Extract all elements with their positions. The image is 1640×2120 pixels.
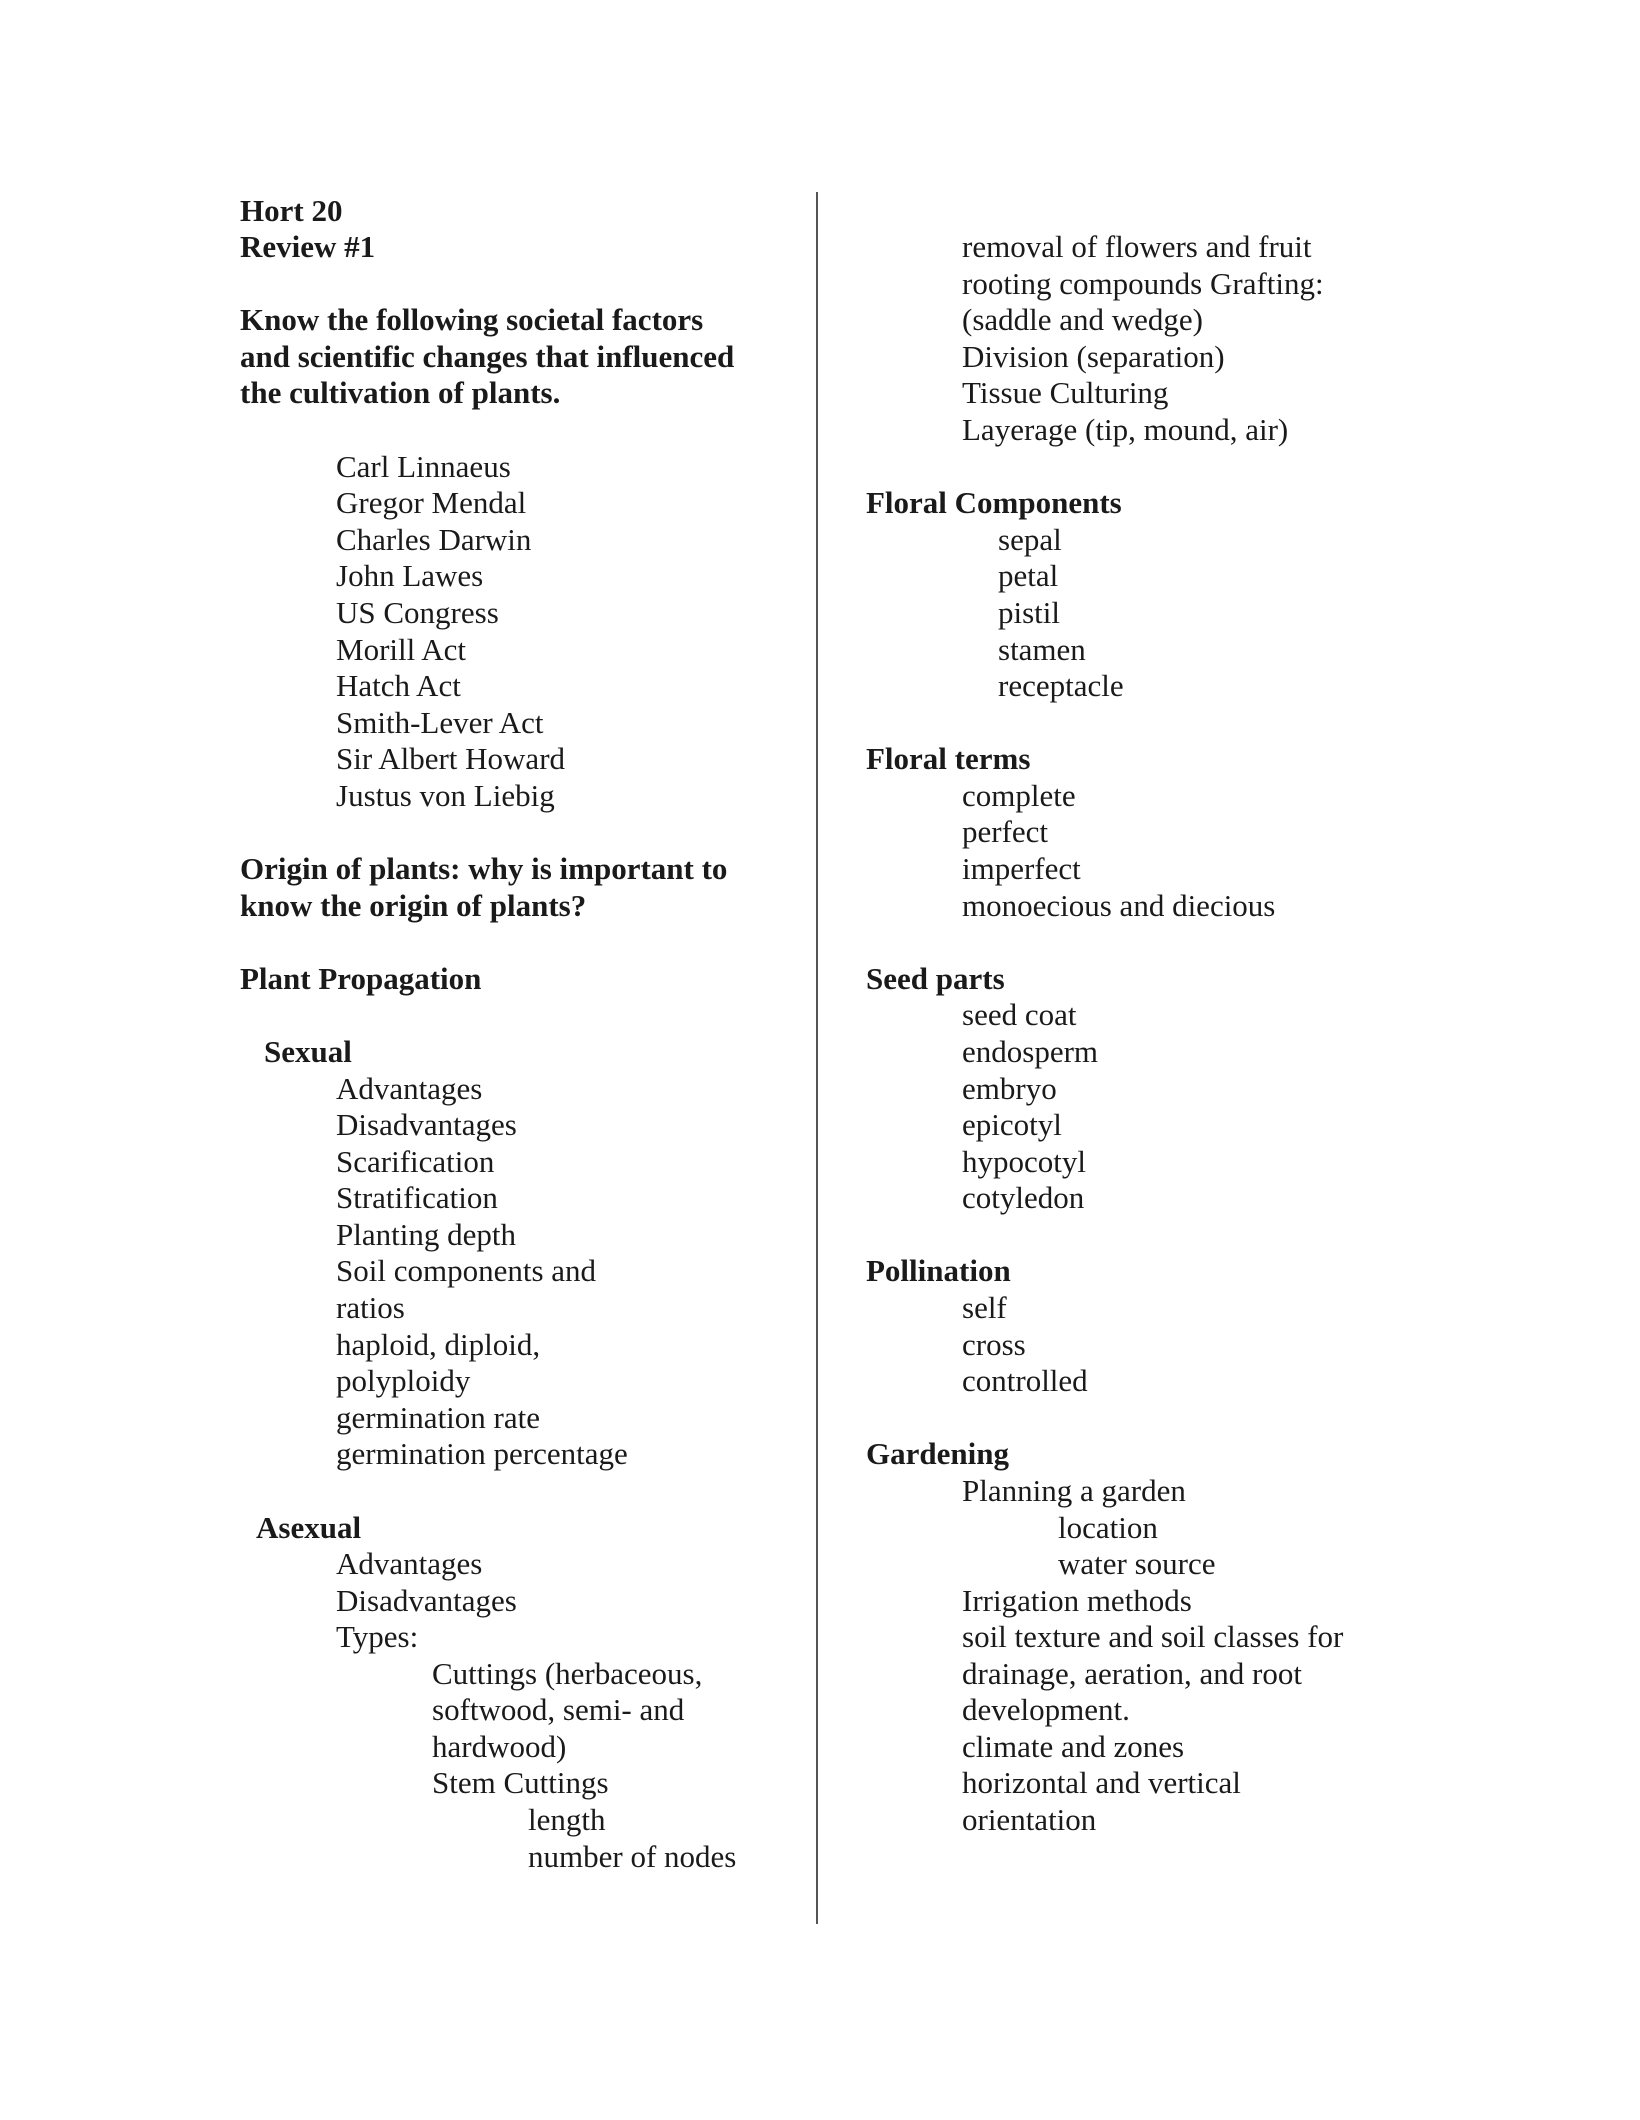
seed-part-item: seed coat	[962, 997, 1077, 1032]
societal-heading-line: and scientific changes that influenced	[240, 339, 735, 374]
types-item: Stem Cuttings	[432, 1765, 609, 1800]
asexual-item: Types:	[336, 1619, 419, 1654]
gardening-item: drainage, aeration, and root	[962, 1656, 1302, 1691]
seed-part-item: cotyledon	[962, 1180, 1085, 1215]
gardening-subitem: water source	[1058, 1546, 1216, 1581]
gardening-subitem: location	[1058, 1510, 1158, 1545]
types-item: hardwood)	[432, 1729, 567, 1764]
origin-heading-line: know the origin of plants?	[240, 888, 587, 923]
sexual-item: germination percentage	[336, 1436, 628, 1471]
stem-cuttings-item: length	[528, 1802, 606, 1837]
propagation-continued-item: Division (separation)	[962, 339, 1225, 374]
floral-term-item: complete	[962, 778, 1076, 813]
propagation-continued-item: rooting compounds Grafting:	[962, 266, 1324, 301]
sexual-item: haploid, diploid,	[336, 1327, 541, 1362]
sexual-item: Disadvantages	[336, 1107, 517, 1142]
floral-component-item: petal	[998, 558, 1059, 593]
person-item: US Congress	[336, 595, 499, 630]
propagation-continued-item: Layerage (tip, mound, air)	[962, 412, 1289, 447]
propagation-continued-item: Tissue Culturing	[962, 375, 1169, 410]
gardening-item: soil texture and soil classes for	[962, 1619, 1344, 1654]
floral-component-item: sepal	[998, 522, 1062, 557]
seed-parts-heading: Seed parts	[866, 961, 1005, 996]
floral-component-item: pistil	[998, 595, 1061, 630]
propagation-continued-item: removal of flowers and fruit	[962, 229, 1312, 264]
sexual-item: Stratification	[336, 1180, 498, 1215]
person-item: Hatch Act	[336, 668, 461, 703]
gardening-item: Irrigation methods	[962, 1583, 1192, 1618]
person-item: Morill Act	[336, 632, 467, 667]
floral-terms-heading: Floral terms	[866, 741, 1031, 776]
seed-part-item: epicotyl	[962, 1107, 1062, 1142]
types-item: Cuttings (herbaceous,	[432, 1656, 703, 1691]
sexual-item: Planting depth	[336, 1217, 516, 1252]
pollination-item: cross	[962, 1327, 1026, 1362]
seed-part-item: embryo	[962, 1071, 1057, 1106]
asexual-item: Disadvantages	[336, 1583, 517, 1618]
column-divider	[816, 192, 818, 1924]
seed-part-item: endosperm	[962, 1034, 1099, 1069]
floral-term-item: monoecious and diecious	[962, 888, 1276, 923]
course-title: Hort 20	[240, 193, 343, 228]
person-item: Justus von Liebig	[336, 778, 555, 813]
person-item: Smith-Lever Act	[336, 705, 544, 740]
stem-cuttings-item: number of nodes	[528, 1839, 737, 1874]
propagation-continued-item: (saddle and wedge)	[962, 302, 1204, 337]
sexual-item: Scarification	[336, 1144, 495, 1179]
asexual-item: Advantages	[336, 1546, 483, 1581]
gardening-item: Planning a garden	[962, 1473, 1186, 1508]
person-item: Gregor Mendal	[336, 485, 527, 520]
person-item: Carl Linnaeus	[336, 449, 511, 484]
floral-term-item: imperfect	[962, 851, 1081, 886]
sexual-item: germination rate	[336, 1400, 540, 1435]
gardening-item: orientation	[962, 1802, 1097, 1837]
person-item: Charles Darwin	[336, 522, 532, 557]
review-title: Review #1	[240, 229, 376, 264]
sexual-item: ratios	[336, 1290, 405, 1325]
gardening-item: climate and zones	[962, 1729, 1185, 1764]
societal-heading-line: the cultivation of plants.	[240, 375, 561, 410]
seed-part-item: hypocotyl	[962, 1144, 1086, 1179]
pollination-item: self	[962, 1290, 1007, 1325]
sexual-item: Soil components and	[336, 1253, 597, 1288]
gardening-heading: Gardening	[866, 1436, 1009, 1471]
origin-heading-line: Origin of plants: why is important to	[240, 851, 728, 886]
sexual-item: Advantages	[336, 1071, 483, 1106]
societal-heading-line: Know the following societal factors	[240, 302, 704, 337]
floral-component-item: receptacle	[998, 668, 1124, 703]
gardening-item: horizontal and vertical	[962, 1765, 1241, 1800]
types-item: softwood, semi- and	[432, 1692, 685, 1727]
floral-term-item: perfect	[962, 814, 1049, 849]
asexual-heading: Asexual	[256, 1510, 362, 1545]
sexual-heading: Sexual	[264, 1034, 352, 1069]
person-item: Sir Albert Howard	[336, 741, 566, 776]
floral-component-item: stamen	[998, 632, 1086, 667]
pollination-item: controlled	[962, 1363, 1088, 1398]
person-item: John Lawes	[336, 558, 484, 593]
sexual-item: polyploidy	[336, 1363, 471, 1398]
gardening-item: development.	[962, 1692, 1130, 1727]
pollination-heading: Pollination	[866, 1253, 1011, 1288]
floral-components-heading: Floral Components	[866, 485, 1122, 520]
propagation-heading: Plant Propagation	[240, 961, 482, 996]
